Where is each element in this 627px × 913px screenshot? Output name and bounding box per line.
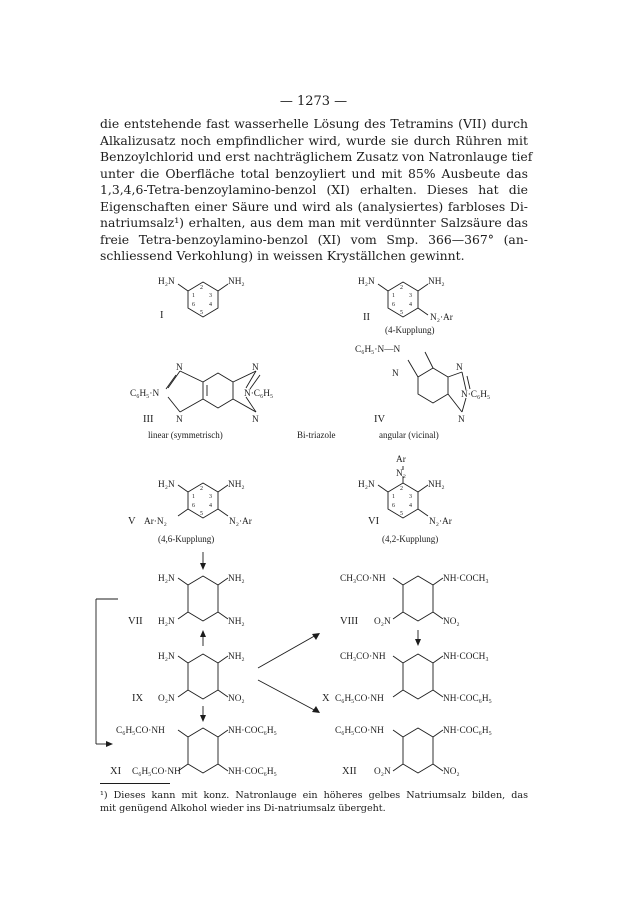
compound-XII-tr: NH·COC₆H₅ [443,726,492,736]
compound-II-caption: (4-Kupplung) [385,325,435,335]
compound-IX-tl: H₂N [158,652,175,662]
compound-II-nh2-left: H₂N [358,277,375,287]
svg-text:2: 2 [200,486,203,492]
svg-text:4: 4 [409,503,412,509]
compound-X-tr: NH·COCH₃ [443,652,489,662]
footnote-line: ¹) Dieses kann mit konz. Natronlauge ein höheres gelbes Natriumsalz bilden, das [100,790,528,801]
compound-VII-tl: H₂N [158,574,175,584]
svg-text:6: 6 [392,503,395,509]
compound-VII-numeral: VII [128,616,143,627]
arrow-ix-to-xi [200,706,206,722]
compound-IX-numeral: IX [132,693,144,704]
compound-X-numeral: X [322,693,330,704]
compound-V-ar-left: Ar·N₂ [144,517,167,527]
arrow-viii-to-x [415,630,421,646]
compound-V [128,480,253,544]
compound-V-caption: (4,6-Kupplung) [158,534,215,544]
compound-XI-tr: NH·COC₆H₅ [228,726,277,736]
footnote-line: mit genügend Alkohol wieder ins Di-natriumsalz übergeht. [100,802,386,814]
compound-I-nh2-left: H₂N [158,277,175,287]
compound-VI-caption: (4,2-Kupplung) [382,534,439,544]
paragraph-line: die entstehende fast wasserhelle Lösung des Tetramins (VII) durch [100,116,528,131]
svg-text:1: 1 [392,494,395,500]
compound-X-br: NH·COC₆H₅ [443,694,492,704]
compound-VIII-numeral: VIII [340,616,359,627]
compound-III-n-bottom-left: N [176,415,183,425]
svg-text:4: 4 [209,503,212,509]
compound-X-tl: CH₃CO·NH [340,652,386,662]
svg-text:6: 6 [192,302,195,308]
compound-VI-nh2-left: H₂N [358,480,375,490]
paragraph-line: natriumsalz¹) erhalten, aus dem man mit verdünnter Salzsäure das [100,215,528,230]
compound-III-caption: linear (symmetrisch) [148,430,223,440]
compound-V-nh2-left: H₂N [158,480,175,490]
svg-text:3: 3 [409,293,412,299]
bitriazole-label: Bi-triazole [297,430,336,440]
paragraph-line: Alkalizusatz noch empfindlicher wird, wurde sie durch Rühren mit [100,132,528,148]
paragraph-line: unter die Oberfläche total benzoyliert und mit 85% Ausbeute das [100,165,528,181]
compound-VI-n2-top: N₂ [396,469,406,479]
svg-text:5: 5 [200,511,203,517]
compound-IX-tr: NH₂ [228,652,245,662]
compound-IX-br: NO₂ [228,694,245,704]
compound-III-left-phenyl: C₆H₅·N [130,389,160,399]
svg-text:1: 1 [192,293,195,299]
compound-X [322,652,492,704]
compound-XII-numeral: XII [342,766,357,777]
compound-III-right-phenyl: N·C₆H₅ [244,389,274,399]
arrow-ix-to-viii [258,633,320,668]
compound-III [130,363,273,440]
compound-II [358,277,454,335]
compound-XII-bl: O₂N [374,767,391,777]
paragraph-line: Eigenschaften einer Säure und wird als (analysiertes) farbloses Di- [100,198,528,214]
svg-text:4: 4 [209,302,212,308]
compound-VIII-br: NO₂ [443,617,460,627]
compound-IX [132,652,245,704]
svg-text:3: 3 [209,494,212,500]
svg-text:4: 4 [409,302,412,308]
compound-IX-bl: O₂N [158,694,175,704]
compound-XI-br: NH·COC₆H₅ [228,767,277,777]
compound-VII-tr: NH₂ [228,574,245,584]
compound-III-numeral: III [143,414,154,425]
compound-II-n2ar: N₂·Ar [430,313,453,323]
compound-VI-ar-top: Ar [396,455,406,465]
compound-VI-nh2-right: NH₂ [428,480,445,490]
compound-VII-br: NH₂ [228,617,245,627]
compound-VIII-bl: O₂N [374,617,391,627]
compound-V-ar-right: N₂·Ar [229,517,252,527]
page-number: — 1273 — [279,94,348,109]
paragraph-line: 1,3,4,6-Tetra-benzoylamino-benzol (XI) erhalten. Dieses hat die [100,182,528,197]
svg-text:1: 1 [392,293,395,299]
compound-VII-bl: H₂N [158,617,175,627]
svg-text:5: 5 [400,310,403,316]
svg-text:2: 2 [400,486,403,492]
compound-IV-numeral: IV [374,414,386,425]
compound-VIII-tl: CH₃CO·NH [340,574,386,584]
compound-IV-n-outer: N [456,363,463,373]
compound-VII [128,574,245,627]
compound-V-nh2-right: NH₂ [228,480,245,490]
compound-I [158,277,245,321]
compound-II-numeral: II [363,312,370,323]
compound-XII-tl: C₆H₅CO·NH [335,726,384,736]
compound-XII-br: NO₂ [443,767,460,777]
compound-VIII-tr: NH·COCH₃ [443,574,489,584]
svg-text:6: 6 [392,302,395,308]
arrow-v-to-vii [200,552,206,570]
compound-XII [335,726,492,777]
compound-IV-caption: angular (vicinal) [379,430,439,440]
paragraph-line: schliessend Verkohlung) in weissen Kryställchen gewinnt. [100,248,465,263]
footnote [100,790,528,815]
compound-V-numeral: V [128,516,136,527]
compound-III-n-top-right: N [252,363,259,373]
svg-text:1: 1 [192,494,195,500]
compound-IV-n-inner: N [392,369,399,379]
paragraph-line: freie Tetra-benzoylamino-benzol (XI) vom Smp. 366—367° (an- [100,231,528,247]
compound-IV-n-bottom: N [458,415,465,425]
compound-X-bl: C₆H₅CO·NH [335,694,384,704]
arrow-ix-to-xii [258,680,320,713]
compound-I-nh2-right: NH₂ [228,277,245,287]
compound-II-nh2-right: NH₂ [428,277,445,287]
compound-VI [358,455,453,544]
svg-text:3: 3 [409,494,412,500]
svg-text:2: 2 [200,285,203,291]
compound-XI-numeral: XI [110,766,122,777]
arrow-ix-to-vii [200,630,206,646]
compound-IV-right-phenyl: N·C₆H₅ [461,390,491,400]
compound-XI [110,726,277,777]
compound-IV [355,345,490,440]
compound-XI-tl: C₆H₅CO·NH [116,726,165,736]
compound-VIII [340,574,489,627]
paragraph-line: Benzoylchlorid und erst nachträglichem Zusatz von Natronlauge tief [100,149,533,164]
compound-IV-top: C₆H₅·N—N [355,345,401,355]
svg-text:3: 3 [209,293,212,299]
arrow-vii-to-xi [96,599,118,747]
compound-VI-numeral: VI [368,516,380,527]
svg-text:5: 5 [400,511,403,517]
footnote-divider [100,783,170,784]
svg-text:2: 2 [400,285,403,291]
svg-text:6: 6 [192,503,195,509]
compound-III-n-bottom-right: N [252,415,259,425]
compound-VI-n2ar: N₂·Ar [429,517,452,527]
compound-XI-bl: C₆H₅CO·NH [132,767,181,777]
svg-text:5: 5 [200,310,203,316]
compound-I-numeral: I [160,310,164,321]
compound-III-n-top-left: N [176,363,183,373]
